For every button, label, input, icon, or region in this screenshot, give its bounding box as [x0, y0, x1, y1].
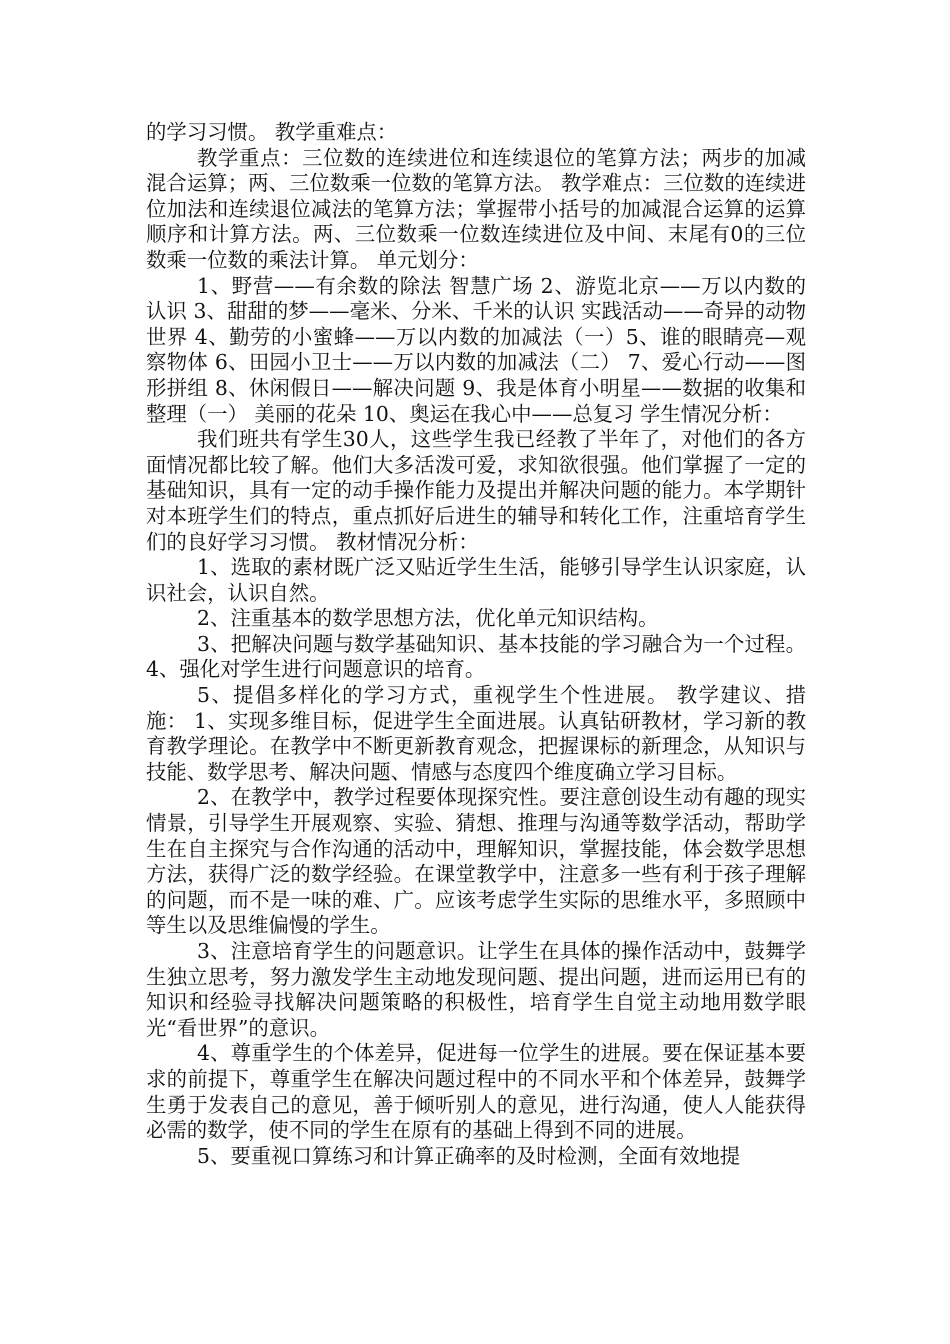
- paragraph-unit-division: 1、野营——有余数的除法 智慧广场 2、游览北京——万以内数的认识 3、甜甜的梦——毫米、分米、千米的认识 实践活动——奇异的动物世界 4、勤劳的小蜜蜂——万以内数的加减法（一）5、谁的眼睛亮—观察物体 6、田园小卫士——万以内数的加减法（二） 7、爱心行动——图形拼组 8、休闲假日——解决问题 9、我是体育小明星——数据的收集和整理（一） 美丽的花朵 10、奥运在我心中——总复习 学生情况分析：: [146, 273, 806, 426]
- paragraph-student-analysis: 我们班共有学生30人，这些学生我已经教了半年了，对他们的各方面情况都比较了解。他们大多活泼可爱，求知欲很强。他们掌握了一定的基础知识，具有一定的动手操作能力及提出并解决问题的能力。本学期针对本班学生们的特点，重点抓好后进生的辅导和转化工作，注重培育学生们的良好学习习惯。 教材情况分析：: [146, 427, 806, 554]
- paragraph-material-2: 2、注重基本的数学思想方法，优化单元知识结构。: [197, 606, 659, 631]
- paragraph-key-points: 教学重点：三位数的连续进位和连续退位的笔算方法；两步的加减混合运算；两、三位数乘一位数的笔算方法。 教学难点：三位数的连续进位加法和连续退位减法的笔算方法；掌握带小括号的加减混合运算的运算顺序和计算方法。两、三位数乘一位数连续进位及中间、末尾有0的三位数乘一位数的乘法计算。 单元划分：: [146, 145, 806, 272]
- paragraph-material-3: 3、把解决问题与数学基础知识、基本技能的学习融合为一个过程。 4、强化对学生进行问题意识的培育。: [146, 631, 806, 682]
- paragraph-measure-2: 2、在教学中，教学过程要体现探究性。要注意创设生动有趣的现实情景，引导学生开展观察、实验、猜想、推理与沟通等数学活动，帮助学生在自主探究与合作沟通的活动中，理解知识，掌握技能，体会数学思想方法，获得广泛的数学经验。在课堂教学中，注意多一些有利于孩子理解的问题，而不是一味的难、广。应该考虑学生实际的思维水平，多照顾中等生以及思维偏慢的学生。: [146, 785, 806, 938]
- paragraph-material-5: 5、提倡多样化的学习方式，重视学生个性进展。 教学建议、措施： 1、实现多维目标，促进学生全面进展。认真钻研教材，学习新的教育教学理论。在教学中不断更新教育观念，把握课标的新理念，从知识与技能、数学思考、解决问题、情感与态度四个维度确立学习目标。: [146, 683, 806, 784]
- paragraph-measure-3: 3、注意培育学生的问题意识。让学生在具体的操作活动中，鼓舞学生独立思考，努力激发学生主动地发现问题、提出问题，进而运用已有的知识和经验寻找解决问题策略的积极性，培育学生自觉主动地用数学眼光“看世界”的意识。: [146, 939, 806, 1040]
- document-body: [146, 120, 806, 1169]
- paragraph-continuation: 的学习习惯。 教学重难点：: [146, 120, 398, 144]
- paragraph-measure-4: 4、尊重学生的个体差异，促进每一位学生的进展。要在保证基本要求的前提下，尊重学生在解决问题过程中的不同水平和个体差异，鼓舞学生勇于发表自己的意见，善于倾听别人的意见，进行沟通，使人人能获得必需的数学，使不同的学生在原有的基础上得到不同的进展。: [146, 1041, 806, 1143]
- paragraph-material-1: 1、选取的素材既广泛又贴近学生生活，能够引导学生认识家庭，认识社会，认识自然。: [146, 555, 806, 605]
- paragraph-measure-5: 5、要重视口算练习和计算正确率的及时检测，全面有效地提: [197, 1143, 741, 1168]
